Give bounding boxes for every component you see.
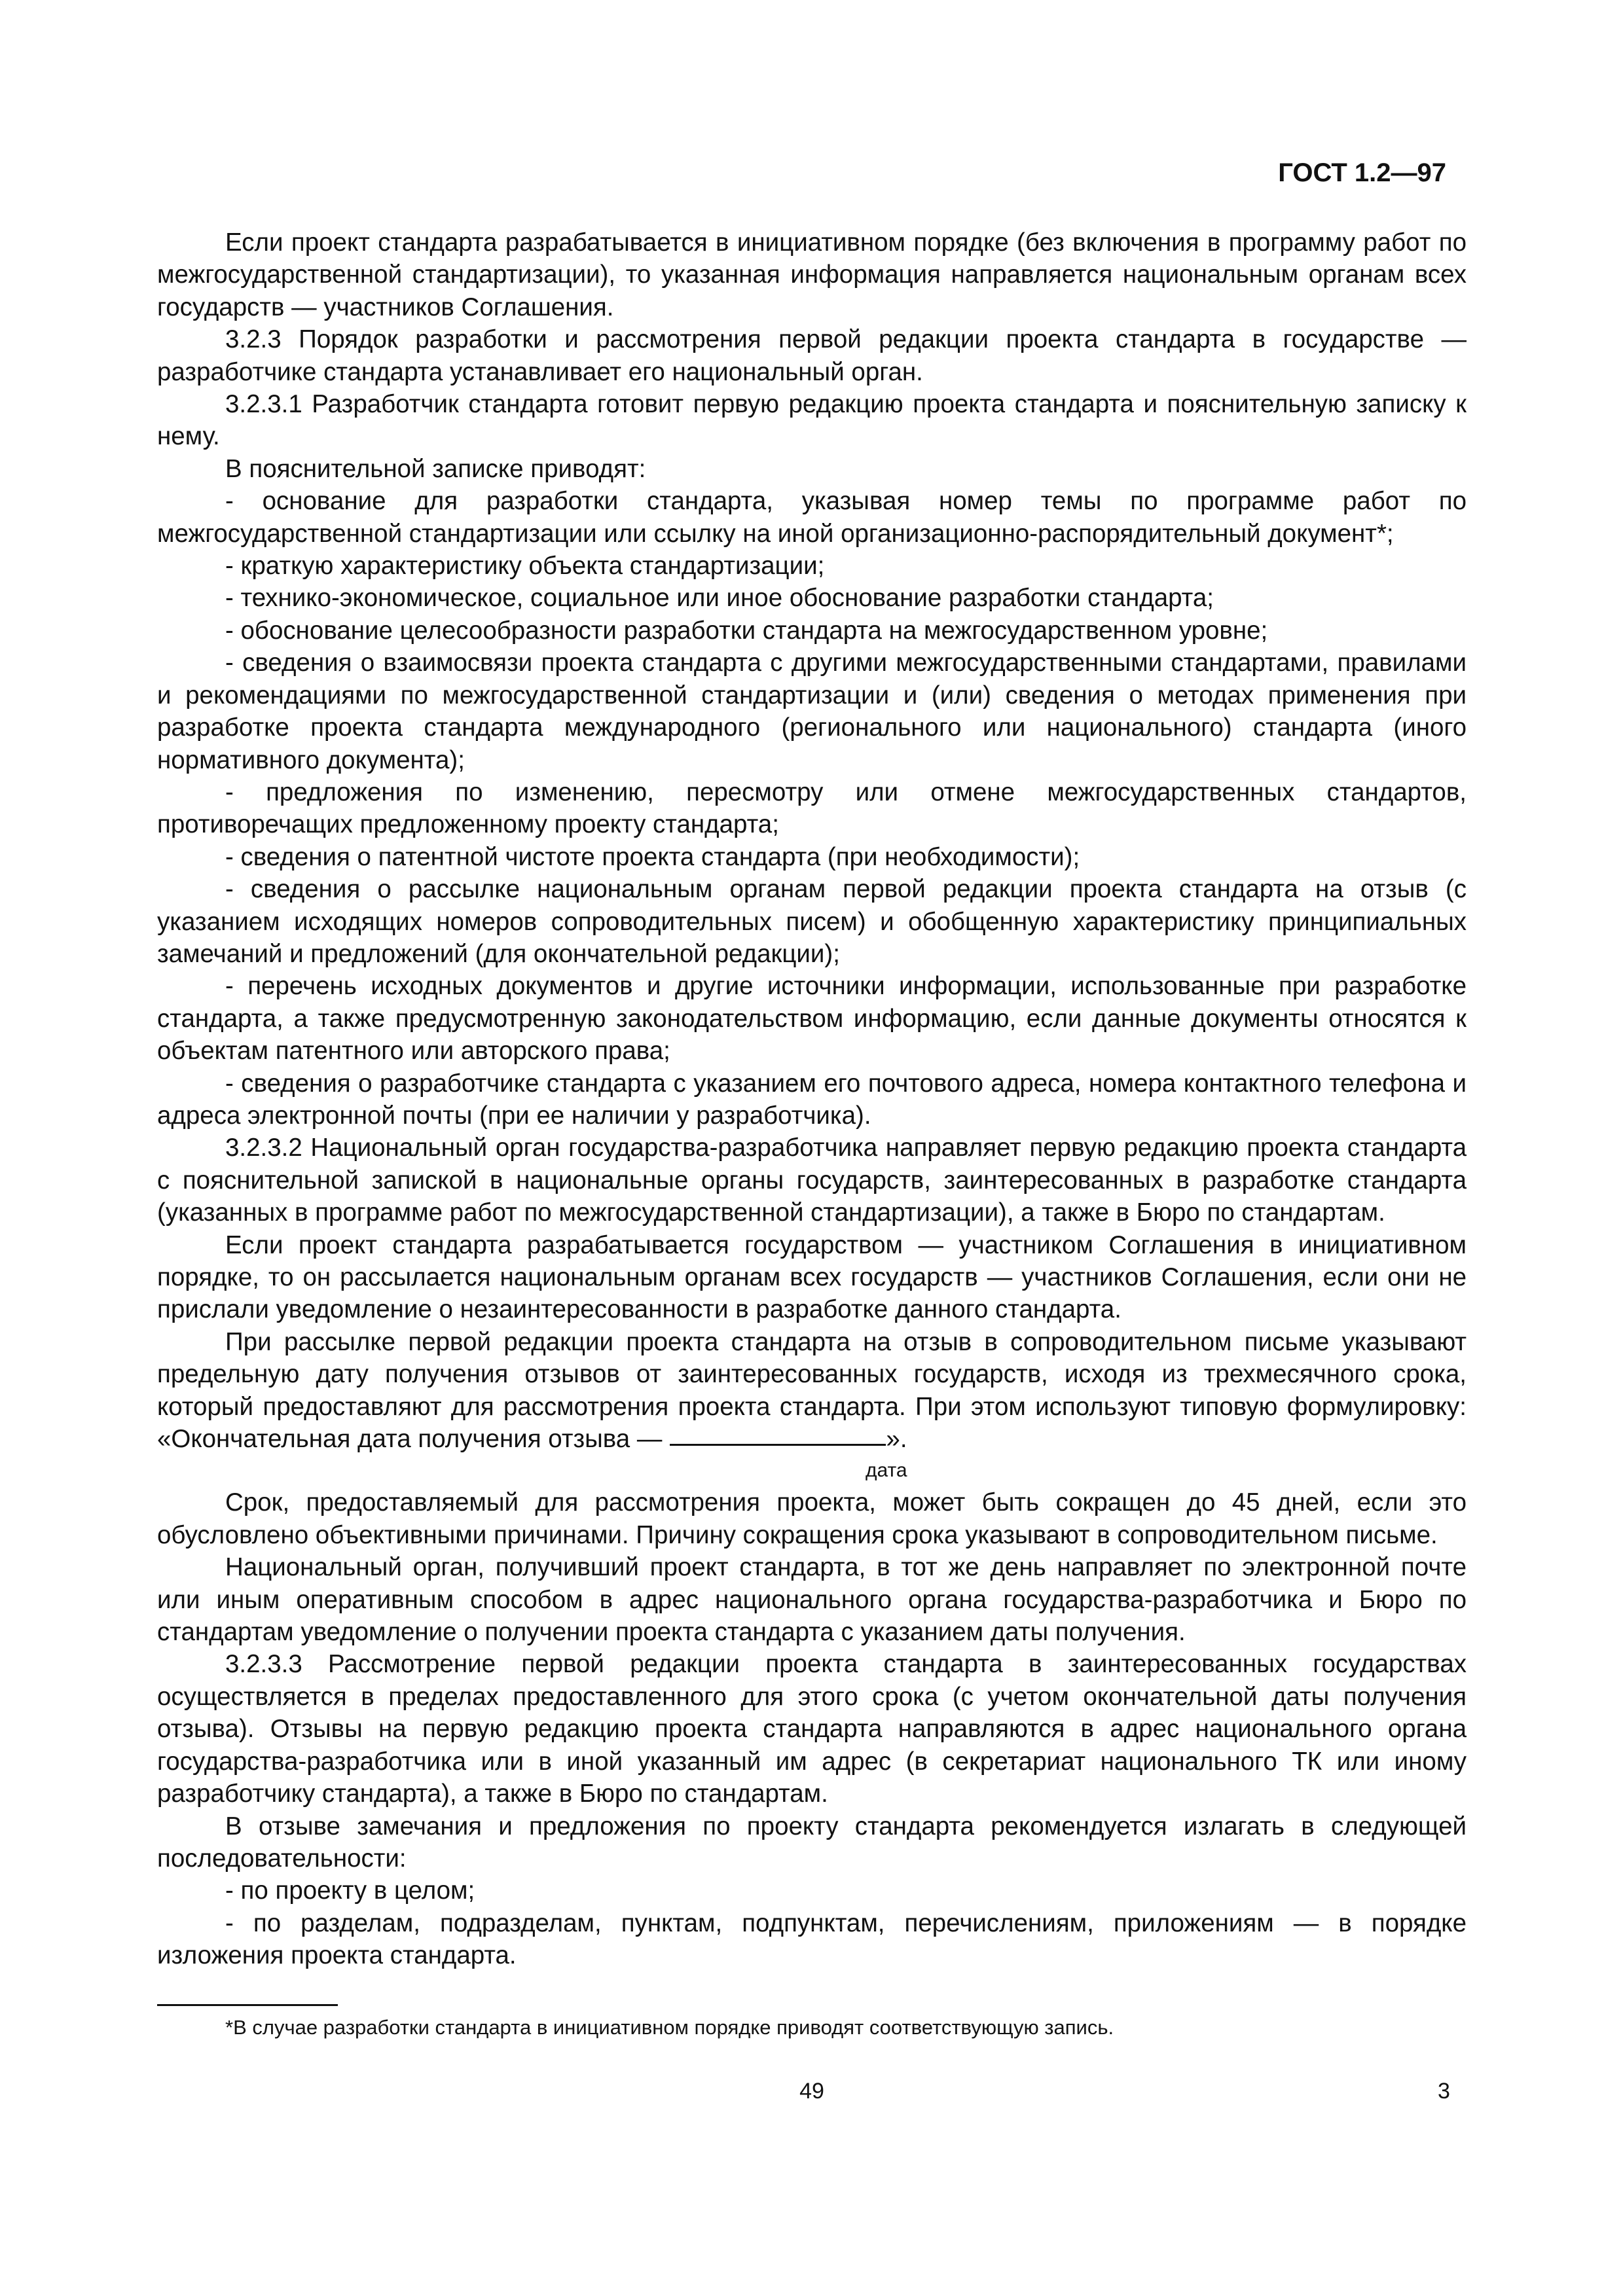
list-item: - сведения о патентной чистоте проекта стандарта (при необходимости); bbox=[225, 842, 1080, 871]
deadline-paragraph bbox=[157, 1326, 1467, 1456]
date-caption: дата bbox=[866, 1460, 907, 1482]
list-item: - по проекту в целом; bbox=[225, 1876, 475, 1905]
footnote-separator bbox=[157, 2004, 338, 2006]
paragraph: В отзыве замечания и предложения по проекту стандарта рекомендуется излагать в следующей последовательности: bbox=[157, 1812, 1467, 1873]
footnote: *В случае разработки стандарта в инициативном порядке приводят соответствующую запись. bbox=[225, 2016, 1114, 2039]
list-item: - технико-экономическое, социальное или иное обоснование разработки стандарта; bbox=[225, 584, 1214, 613]
page-number-right: 3 bbox=[1438, 2079, 1450, 2104]
deadline-closing: ». bbox=[886, 1425, 907, 1454]
paragraph: Если проект стандарта разрабатывается в инициативном порядке (без включения в программу работ по межгосударственной стандартизации), то указанная информация направляется национальным органам всех государств — участников Соглашения. bbox=[157, 228, 1467, 321]
list-item: - краткую характеристику объекта стандартизации; bbox=[225, 552, 825, 581]
list-item: - основание для разработки стандарта, указывая номер темы по программе работ по межгосударственной стандартизации или ссылку на иной организационно-распорядительный документ*; bbox=[157, 487, 1467, 548]
paragraph: Национальный орган, получивший проект стандарта, в тот же день направляет по электронной почте или иным оперативным способом в адрес национального органа государства-разработчика и Бюро по стандартам уведомление о получении проекта стандарта с указанием даты получения. bbox=[157, 1553, 1467, 1647]
list-item: - сведения о взаимосвязи проекта стандарта с другими межгосударственными стандартами, правилами и рекомендациями по межгосударственной стандартизации и (или) сведения о методах применения при разработке проекта стандарта международного (регионального или национального) стандарта (иного нормативного документа); bbox=[157, 649, 1467, 774]
clause-3-2-3-3: 3.2.3.3 Рассмотрение первой редакции проекта стандарта в заинтересованных государствах осуществляется в пределах предоставленного для этого срока (с учетом окончательной даты получения отзыва). Отзывы на первую редакцию проекта стандарта направляются в адрес национального органа государства-разработчика или в иной указанный им адрес (в секретариат национального ТК или иному разработчику стандарта), а также в Бюро по стандартам. bbox=[157, 1650, 1467, 1808]
clause-3-2-3-2: 3.2.3.2 Национальный орган государства-разработчика направляет первую редакцию проекта стандарта с пояснительной запиской в национальные органы государств, заинтересованных в разработке стандарта (указанных в программе работ по межгосударственной стандартизации), а также в Бюро по стандартам. bbox=[157, 1134, 1467, 1227]
document-body bbox=[157, 226, 1467, 1972]
paragraph: В пояснительной записке приводят: bbox=[225, 454, 646, 483]
page-number-center: 49 bbox=[799, 2079, 824, 2104]
document-code: ГОСТ 1.2—97 bbox=[1278, 158, 1446, 187]
list-item: - сведения о рассылке национальным органам первой редакции проекта стандарта на отзыв (с указанием исходящих номеров сопроводительных писем) и обобщенную характеристику принципиальных замечаний и предложений (для окончательной редакции); bbox=[157, 875, 1467, 968]
list-item: - предложения по изменению, пересмотру или отмене межгосударственных стандартов, противоречащих предложенному проекту стандарта; bbox=[157, 778, 1467, 839]
clause-3-2-3-1: 3.2.3.1 Разработчик стандарта готовит первую редакцию проекта стандарта и пояснительную записку к нему. bbox=[157, 390, 1467, 451]
clause-3-2-3: 3.2.3 Порядок разработки и рассмотрения первой редакции проекта стандарта в государстве — разработчике стандарта устанавливает его национальный орган. bbox=[157, 325, 1467, 386]
deadline-text: При рассылке первой редакции проекта стандарта на отзыв в сопроводительном письме указывают предельную дату получения отзывов от заинтересованных государств, исходя из трехмесячного срока, который предоставляют для рассмотрения проекта стандарта. При этом используют типовую формулировку: «Окончательная дата получения отзыва — bbox=[157, 1327, 1467, 1454]
list-item: - по разделам, подразделам, пунктам, подпунктам, перечислениям, приложениям — в порядке изложения проекта стандарта. bbox=[157, 1909, 1467, 1970]
list-item: - сведения о разработчике стандарта с указанием его почтового адреса, номера контактного телефона и адреса электронной почты (при ее наличии у разработчика). bbox=[157, 1069, 1467, 1130]
date-placeholder-line bbox=[670, 1444, 886, 1446]
list-item: - перечень исходных документов и другие источники информации, использованные при разработке стандарта, а также предусмотренную законодательством информацию, если данные документы относятся к объектам патентного или авторского права; bbox=[157, 972, 1467, 1066]
list-item: - обоснование целесообразности разработки стандарта на межгосударственном уровне; bbox=[225, 616, 1268, 645]
paragraph: Если проект стандарта разрабатывается государством — участником Соглашения в инициативном порядке, то он рассылается национальным органам всех государств — участников Соглашения, если они не прислали уведомление о незаинтересованности в разработке данного стандарта. bbox=[157, 1230, 1467, 1324]
paragraph: Срок, предоставляемый для рассмотрения проекта, может быть сокращен до 45 дней, если это обусловлено объективными причинами. Причину сокращения срока указывают в сопроводительном письме. bbox=[157, 1488, 1467, 1549]
